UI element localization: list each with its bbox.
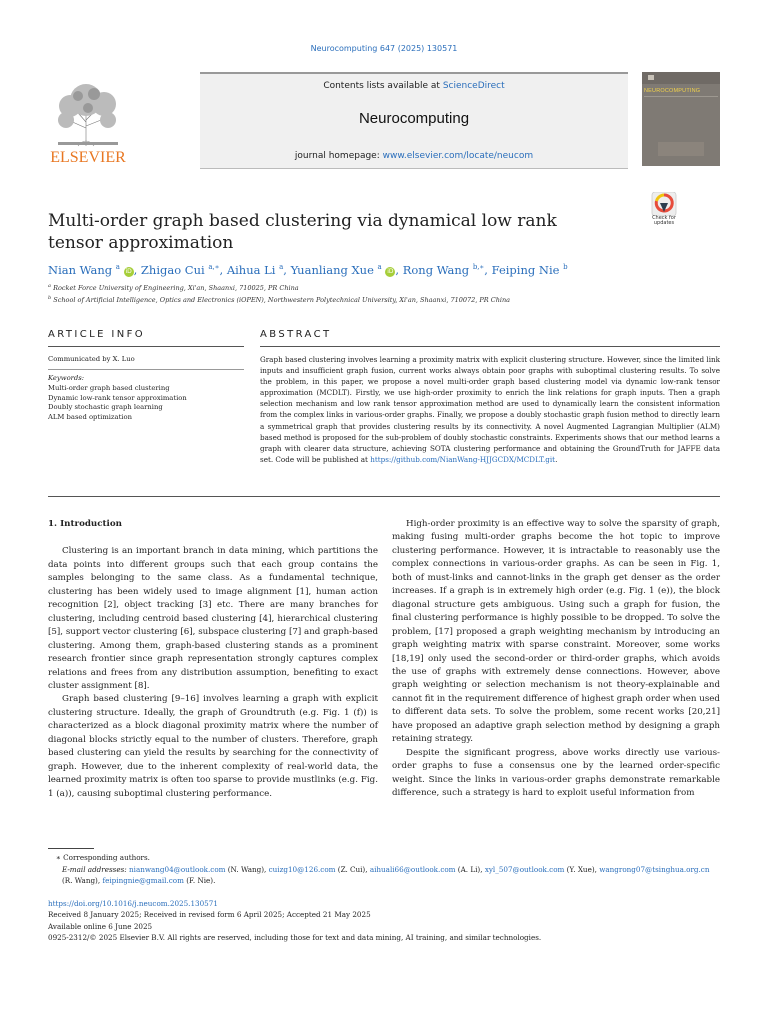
intro-left-column [48,518,378,801]
email-owner: (N. Wang), [225,864,267,874]
affiliation-marker: a [279,263,284,272]
keyword-list [48,384,244,422]
check-updates-icon [646,192,682,216]
check-for-updates-button[interactable] [646,192,682,226]
corresponding-note: ∗ Corresponding authors. [56,853,150,862]
article-info-divider [48,369,244,370]
email-link[interactable]: nianwang04@outlook.com [129,864,226,874]
journal-cover-thumbnail[interactable] [642,72,720,166]
affiliation-marker: b,∗ [472,263,485,272]
article-info-heading: ARTICLE INFO [48,329,146,340]
code-repository-link[interactable]: https://github.com/NianWang-HJJGCDX/MCDLT.git [370,454,556,464]
doi-link[interactable]: https://doi.org/10.1016/j.neucom.2025.130571 [48,899,218,908]
journal-homepage-line: journal homepage: www.elsevier.com/locate/neucom [294,151,534,161]
author-name[interactable]: Rong Wang $^{b,∗}$ [402,263,485,277]
orcid-icon[interactable]: iD [387,268,394,275]
paragraph: Despite the significant progress, above works directly use various-order graphs to fuse a consensus one by the learned order-specific weight. Since the links in various-order graphs demonstrate remarkable difference, such a strategy is hard to exploit useful information from [392,747,720,799]
footnote-rule [48,848,94,849]
affiliation-marker: a [377,263,382,272]
keywords-label: Keywords: [48,374,85,382]
keyword-item: Multi-order graph based clustering [48,384,170,392]
author-name[interactable]: Aihua Li $^a$ [226,263,284,277]
email-owner: (Z. Cui), [335,864,368,874]
article-info-rule [48,346,244,347]
journal-citation-link[interactable]: Neurocomputing 647 (2025) 130571 [310,44,458,53]
publication-info [48,898,720,943]
keyword-item: Dynamic low-rank tensor approximation [48,393,187,402]
received-dates: Received 8 January 2025; Received in revised form 6 April 2025; Accepted 21 May 2025 [48,910,371,920]
available-date: Available online 6 June 2025 [48,921,153,931]
author-name[interactable]: Feiping Nie $^b$ [491,263,568,277]
abstract-heading: ABSTRACT [260,329,332,340]
section-heading-introduction: 1. Introduction [48,519,122,529]
elsevier-tree-icon [48,76,128,166]
contents-line: Contents lists available at ScienceDirect [323,81,505,91]
email-owner: (Y. Xue), [564,864,597,874]
author-name[interactable]: Nian Wang $^a$ [48,263,120,277]
author-list: Nian Wang $^a$ iD , Zhigao Cui $^{a,∗}$, Aihua Li $^a$, Yuanliang Xue $^a$ iD , Rong Wang $^{b,∗}$, Feiping Nie $^b$ [48,263,568,277]
email-link[interactable]: feipingnie@gmail.com [102,876,184,885]
email-owner: (F. Nie). [183,876,216,885]
orcid-icon[interactable]: iD [125,268,132,275]
paragraph: High-order proximity is an effective way to solve the sparsity of graph, making fusing multi-order graphs become the hot topic to improve clustering performance. However, it is intractable to reasonably use the complex connections in various-order graphs. As can be seen in Fig. 1, both of must-links and cannot-links in the graph get denser as the order increases. If a graph is in extremely high order (e.g. Fig. 1 (e)), the block diagonal structure gets ambiguous. Using such a graph for fusion, the final clustering performance is highly possible to be dropped. To solve the problem, [17] proposed a graph weighting mechanism by introducing an graph weighting matrix with sparse constraint. Moreover, some works [18,19] only used the second-order or third-order graphs, which avoids the use of graphs with extremely dense connections. However, above graph weighting or selection mechanism is not theory-explainable and cannot fit in the requirement difference of highest graph order when used to different data sets. To solve the problem, some recent works [20,21] have proposed an adaptive graph selection method by designing a graph retaining strategy. [392,519,720,745]
cover-title: NEUROCOMPUTING [644,88,701,94]
journal-homepage-link[interactable]: www.elsevier.com/locate/neucom [382,151,534,161]
author-name[interactable]: Zhigao Cui $^{a,∗}$ [140,263,220,277]
elsevier-wordmark: ELSEVIER [50,149,126,166]
email-link[interactable]: aihuali66@outlook.com [369,864,456,874]
author-name[interactable]: Yuanliang Xue $^a$ [290,263,382,277]
elsevier-logo [48,76,128,166]
affiliation-marker: b [563,263,568,272]
affiliation-a: $^a$ Rocket Force University of Engineering, Xi'an, Shaanxi, 710025, PR China [48,283,299,293]
footnotes [48,852,720,887]
paragraph: Clustering is an important branch in data mining, which partitions the data points into different groups such that each group contains the samples belonging to the same class. As a fundamental technique, clustering has been widely used to image alignment [1], human action recognition [2], object tracking [3] etc. There are many branches for clustering, including centroid based clustering [4], hierarchical clustering [5], support vector clustering [6], subspace clustering [7] and graph-based clustering. Among them, graph-based clustering stands as a prominent research frontier since graph representation strongly captures complex relations and frees from any distribution assumption, benefiting to exact cluster assignment [8]. [48,546,379,691]
paragraph: Graph based clustering [9–16] involves learning a graph with explicit clustering structure. Ideally, the graph of Groundtruth (e.g. Fig. 1 (f)) is characterized as a block diagonal proximity matrix where the number of diagonal blocks strictly equal to the number of clusters. Therefore, graph based clustering can yield the results by searching for the connectivity of graph. However, due to the inherent complexity of real-world data, the learned proximity matrix is often too sparse to provide mustlinks (e.g. Fig. 1 (a)), causing suboptimal clustering performance. [48,694,378,799]
article-title: Multi-order graph based clustering via dynamical low rank tensor approximation [48,211,557,253]
abstract-body: Graph based clustering involves learning a proximity matrix with explicit clustering structure. However, since the limited link inputs and insufficient graph fusion, current works always obtain poor graphs with suboptimal clustering results. To solve the problem, in this paper, we propose a novel multi-order graph based clustering model via dynamic low-rank tensor approximation (MCDLT). Firstly, we use high-order proximity to enrich the link relations for graph inputs. Then a graph selection mechanism and low rank tensor approximation method are used to dynamically learn the consistent information from the complex links in various-order graphs. Finally, we propose a doubly stochastic graph fusion method to directly learn a symmetrical graph that provides clustering results by its connectivity. A novel Augmented Lagrangian Multiplier (ALM) based method is proposed for the sub-problem of doubly stochastic constraints. Experiments shows that our method learns a graph with clearer data structure, achieving SOTA clustering performance and obtaining the GroundTruth for JAFFE data set. Code will be published at https://github.com/NianWang-HJJGCDX/MCDLT.git. [260,355,720,464]
journal-title: Neurocomputing [358,110,470,127]
email-owner: (A. Li), [455,864,483,874]
email-owner: (R. Wang), [62,876,101,885]
abstract-rule [260,346,720,347]
affiliation-marker: a,∗ [208,263,220,272]
keyword-item: ALM based optimization [48,412,132,421]
email-addresses: E-mail addresses: nianwang04@outlook.com (N. Wang), cuizg10@126.com (Z. Cui), aihuali66@outlook.com (A. Li), xyl_507@outlook.com (Y. Xue), wangrong07@tsinghua.org.cn (R. Wang), feipingnie@gmail.com (F. Nie). [62,864,710,885]
check-updates-label: Check for updates [652,215,676,226]
sciencedirect-link[interactable]: ScienceDirect [442,81,505,91]
email-link[interactable]: xyl_507@outlook.com [484,864,565,874]
email-link[interactable]: cuizg10@126.com [268,864,336,874]
affiliation-marker: a [115,263,120,272]
affiliation-b: $^b$ School of Artificial Intelligence, Optics and Electronics (iOPEN), Northwestern Polytechnical University, Xi'an, Shaanxi, 710072, PR China [48,295,511,305]
communicated-by: Communicated by X. Luo [48,355,135,363]
abstract-bottom-rule [48,496,720,497]
copyright: 0925-2312/© 2025 Elsevier B.V. All rights are reserved, including those for text and data mining, AI training, and similar technologies. [48,932,542,942]
email-link[interactable]: wangrong07@tsinghua.org.cn [599,864,710,874]
intro-right-column [392,518,720,801]
keyword-item: Doubly stochastic graph learning [48,403,163,411]
